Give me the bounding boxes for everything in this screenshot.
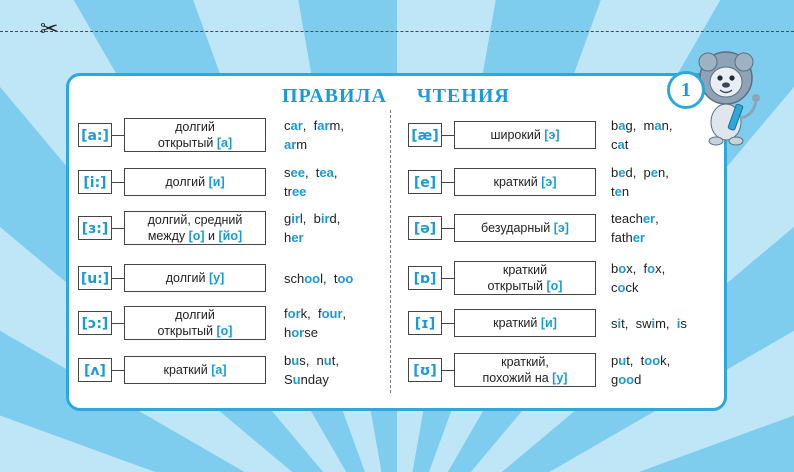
rule-description [454,261,596,295]
example-text: teach [611,211,643,226]
example-line [611,228,721,247]
example-text: s [680,315,687,331]
example-line [284,228,394,247]
highlighted-letters: er [291,230,304,245]
highlighted-letters: a [618,118,626,133]
highlighted-letters: o [618,261,627,276]
example-text: b [611,165,619,180]
examples [611,163,721,201]
example-line [611,163,721,182]
highlighted-letters: ee [290,165,305,180]
example-line [611,351,721,370]
example-text: k, f [300,306,322,321]
highlighted-letters: u [323,353,332,368]
description-line [125,135,265,151]
sound-hint: [и] [208,175,225,189]
highlighted-letters: o [617,280,626,295]
sound-hint: [и] [540,316,557,330]
example-text: b [284,353,292,368]
desc-text: краткий [502,263,548,277]
example-line [284,304,394,323]
connector-line [442,278,454,279]
examples [284,304,394,342]
description-line [455,278,595,294]
cut-line [0,31,794,32]
connector-line [112,278,124,279]
desc-text: долгий [165,271,209,285]
sound-hint: [йо] [218,229,243,243]
sound-hint: [о] [216,324,233,338]
examples [284,116,394,154]
highlighted-letters: ar [284,137,297,152]
desc-text: краткий [493,175,542,189]
highlighted-letters: e [650,165,658,180]
example-text: nday [300,372,329,387]
description-line [455,370,595,386]
sound-hint: [э] [544,128,560,142]
description-line [125,323,265,339]
example-text: m, [329,118,344,133]
example-text: s, n [299,353,324,368]
rule-description [454,309,596,337]
example-text: tr [284,184,292,199]
example-line [611,259,721,278]
connector-line [442,228,454,229]
desc-text: долгий, средний [147,213,243,227]
highlighted-letters: a [654,118,662,133]
sound-hint: [у] [552,371,568,385]
example-text: h [284,230,292,245]
connector-line [442,323,454,324]
description-line [125,228,265,244]
highlighted-letters: or [291,325,305,340]
highlighted-letters: e [618,165,626,180]
examples [611,314,721,333]
example-text: S [284,372,293,387]
description-line [125,270,265,286]
example-text: g, m [625,118,655,133]
highlighted-letters: er [632,230,645,245]
example-line [284,182,394,201]
highlighted-letters: e [614,184,622,199]
connector-line [442,370,454,371]
rule-description [454,353,596,387]
highlighted-letters: ir [291,211,300,226]
connector-line [442,182,454,183]
sound-hint: [о] [546,279,563,293]
example-text: s [284,165,291,180]
example-text: t, sw [621,315,652,331]
description-line [125,174,265,190]
example-text: b [611,261,619,276]
example-text: g [611,372,619,387]
example-text: sch [284,270,305,286]
example-text: , [333,165,338,180]
examples [611,351,721,389]
highlighted-letters: i [676,315,681,331]
phoneme-symbol: [ə] [408,216,442,240]
example-line [611,278,721,297]
example-line [284,323,394,342]
example-text: , f [302,118,318,133]
examples [611,209,721,247]
example-text: se [304,325,318,340]
desc-text: открытый [487,279,547,293]
example-text: d, [329,211,341,226]
phoneme-symbol: [ʊ] [408,358,442,382]
description-line [125,362,265,378]
description-line [455,354,595,370]
highlighted-letters: or [287,306,301,321]
description-line [455,174,595,190]
phoneme-symbol: [i:] [78,170,112,194]
phoneme-symbol: [u:] [78,266,112,290]
rule-description [124,306,266,340]
example-line [284,163,394,182]
example-line [284,135,394,154]
phoneme-symbol: [ɔ:] [78,311,112,335]
desc-text: похожий на [482,371,553,385]
highlighted-letters: u [291,353,300,368]
rule-description [454,214,596,242]
example-text: x, [655,261,666,276]
highlighted-letters: oo [618,372,635,387]
highlighted-letters: u [618,353,627,368]
sound-hint: [а] [211,363,227,377]
rule-description [124,356,266,384]
connector-line [112,228,124,229]
phoneme-symbol: [ɒ] [408,266,442,290]
example-line [284,209,394,228]
example-text: ck [625,280,639,295]
example-text: t, t [626,353,645,368]
example-text: d, p [625,165,651,180]
example-text: l, t [320,270,338,286]
desc-text: долгий [165,175,209,189]
phoneme-symbol: [e] [408,170,442,194]
phoneme-symbol: [æ] [408,123,442,147]
sound-hint: [э] [553,221,569,235]
desc-text: краткий, [501,355,549,369]
phoneme-symbol: [ɪ] [408,311,442,335]
example-line [284,269,394,288]
sound-hint: [у] [208,271,225,285]
examples [284,209,394,247]
connector-line [112,135,124,136]
rule-description [124,118,266,152]
highlighted-letters: ir [320,211,330,226]
example-text: , [342,306,347,321]
description-line [455,315,595,331]
description-line [455,127,595,143]
highlighted-letters: i [651,315,656,331]
highlighted-letters: oo [304,270,321,286]
example-text: t, [331,353,339,368]
example-text: f [284,306,288,321]
example-text: m [296,137,308,152]
examples [284,163,394,201]
sound-hint: [э] [541,175,557,189]
phoneme-symbol: [a:] [78,123,112,147]
highlighted-letters: u [292,372,301,387]
example-text: n [621,184,630,199]
rule-description [124,264,266,292]
description-line [125,119,265,135]
example-line [611,314,721,333]
phoneme-symbol: [ʌ] [78,358,112,382]
desc-text: и [204,229,219,243]
highlighted-letters: ar [317,118,330,133]
desc-text: краткий [493,316,541,330]
example-text: , [655,211,659,226]
description-line [455,220,595,236]
connector-line [112,182,124,183]
example-line [611,182,721,201]
example-line [611,209,721,228]
desc-text: долгий [175,308,215,322]
desc-text: безударный [481,221,554,235]
example-text: t [624,137,629,152]
example-text: fath [611,230,633,245]
example-text: g [284,211,292,226]
example-text: n, [661,118,673,133]
example-text: k, [660,353,671,368]
phoneme-symbol: [з:] [78,216,112,240]
example-text: t [611,184,615,199]
desc-text: краткий [163,363,212,377]
highlighted-letters: oo [644,353,661,368]
examples [611,259,721,297]
highlighted-letters: er [642,211,656,226]
highlighted-letters: oo [337,270,354,286]
desc-text: открытый [157,136,217,150]
highlighted-letters: ee [291,184,307,199]
example-text: b [611,118,619,133]
highlighted-letters: ea [319,165,334,180]
desc-text: открытый [157,324,217,338]
desc-text: между [147,229,189,243]
rule-description [454,121,596,149]
example-line [284,351,394,370]
examples [284,269,394,288]
example-text: x, f [626,261,648,276]
highlighted-letters: a [617,137,625,152]
example-line [284,116,394,135]
example-text: s [611,315,618,331]
rule-description [124,168,266,196]
highlighted-letters: our [321,306,343,321]
sound-hint: [a] [216,136,233,150]
page-number-badge: 1 [667,71,705,109]
description-line [125,307,265,323]
highlighted-letters: ar [290,118,303,133]
example-text: d [634,372,642,387]
example-text: l, b [299,211,321,226]
connector-line [112,323,124,324]
page-title: ПРАВИЛА ЧТЕНИЯ [282,85,510,107]
connector-line [112,370,124,371]
desc-text: долгий [175,120,215,134]
description-line [125,212,265,228]
rule-description [454,168,596,196]
example-text: , t [304,165,320,180]
example-text: p [611,353,619,368]
highlighted-letters: i [617,315,622,331]
sound-hint: [о] [188,229,205,243]
example-text: m, [655,315,677,331]
example-text: c [284,118,291,133]
desc-text: широкий [490,128,545,142]
example-text: n, [658,165,669,180]
connector-line [442,135,454,136]
scissors-icon: ✂ [40,17,59,42]
lion-face [710,67,742,97]
example-line [284,370,394,389]
example-line [611,370,721,389]
highlighted-letters: o [647,261,656,276]
rule-description [124,211,266,245]
example-text: c [611,137,618,152]
examples [284,351,394,389]
example-text: c [611,280,618,295]
example-text: h [284,325,292,340]
description-line [455,262,595,278]
